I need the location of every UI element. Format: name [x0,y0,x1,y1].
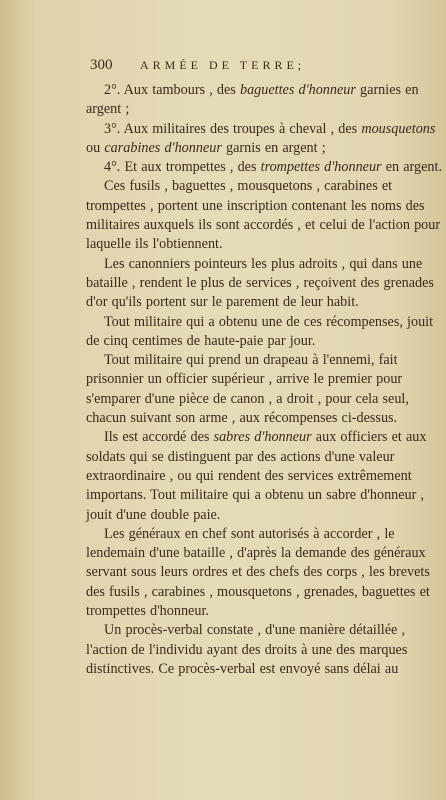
paragraph-10 [86,621,446,679]
page-header [90,57,390,77]
paragraph-3-italic-term: trompettes d'honneur [260,159,382,176]
paragraph-10-text: Un procès-verbal constate , d'une manière détaillée , l'action de l'individu ayant des droits à une des marques distinctives. Ce procès-verbal est envoyé sans délai au [86,622,408,677]
page-number: 300 [90,57,113,73]
running-head: ARMÉE DE TERRE; [140,58,306,72]
paragraph-5-text: Les canonniers pointeurs les plus adroits , qui dans une bataille , rendent le plus de services , reçoivent des grenades d'or qu'ils portent sur le parement de leur habit. [86,255,434,311]
paragraph-2-italic-term-2: carabines d'honneur [104,139,222,156]
paragraph-3-run-3: en argent. [381,159,443,176]
paragraph-5 [86,255,446,313]
paragraph-6-text: Tout militaire qui a obtenu une de ces récompenses, jouit de cinq centimes de haute-paie par jour. [86,313,434,349]
paragraph-1 [86,81,446,120]
body-text [86,81,446,679]
paragraph-1-run-3: garnies en argent ; [86,82,419,118]
paragraph-3-run-1: 4°. Et aux trompettes , des [104,159,261,176]
paragraph-2-run-3: ou [86,139,105,156]
paragraph-3 [86,158,446,177]
paragraph-1-italic-term: baguettes d'honneur [239,82,356,98]
paragraph-2 [86,120,446,159]
paragraph-7 [86,351,446,428]
paragraph-9 [86,525,446,621]
paragraph-2-italic-term-1: mousquetons [361,120,436,137]
paragraph-8-italic-term: sabres d'honneur [213,429,312,446]
paragraph-8 [86,428,446,524]
paragraph-7-text: Tout militaire qui prend un drapeau à l'ennemi, fait prisonnier un officier supérieur , arrive le premier pour s'emparer d'une pièce de canon , a droit , pour cela seul, chacun suivant son arme , aux récompenses ci-dessus. [86,352,409,427]
paragraph-8-run-1: Ils est accordé des [104,429,214,446]
paragraph-4 [86,177,446,254]
paragraph-6 [86,313,446,352]
paragraph-2-run-5: garnis en argent ; [221,139,326,156]
paragraph-1-run-1: 2°. Aux tambours , des [104,82,240,98]
paragraph-2-run-1: 3°. Aux militaires des troupes à cheval , des [104,120,362,137]
paragraph-9-text: Les généraux en chef sont autorisés à accorder , le lendemain d'une bataille , d'après la demande des généraux servant sous leurs ordres et des chefs des corps , les brevets des fusils , carabines , mousquetons , grenades, baguettes et trompettes d'honneur. [86,525,430,620]
paragraph-4-text: Ces fusils , baguettes , mousquetons , carabines et trompettes , portent une inscription contenant les noms des militaires auxquels ils sont accordés , et celui de l'action pour laquelle ils l'obtiennent. [86,178,441,253]
paragraph-8-run-3: aux officiers et aux soldats qui se distinguent par des actions d'une valeur extraordinaire , ou qui rendent des services extrêmement importans. Tout militaire qui a obtenu un sabre d'honneur , jouit d'une double paie. [86,429,427,523]
